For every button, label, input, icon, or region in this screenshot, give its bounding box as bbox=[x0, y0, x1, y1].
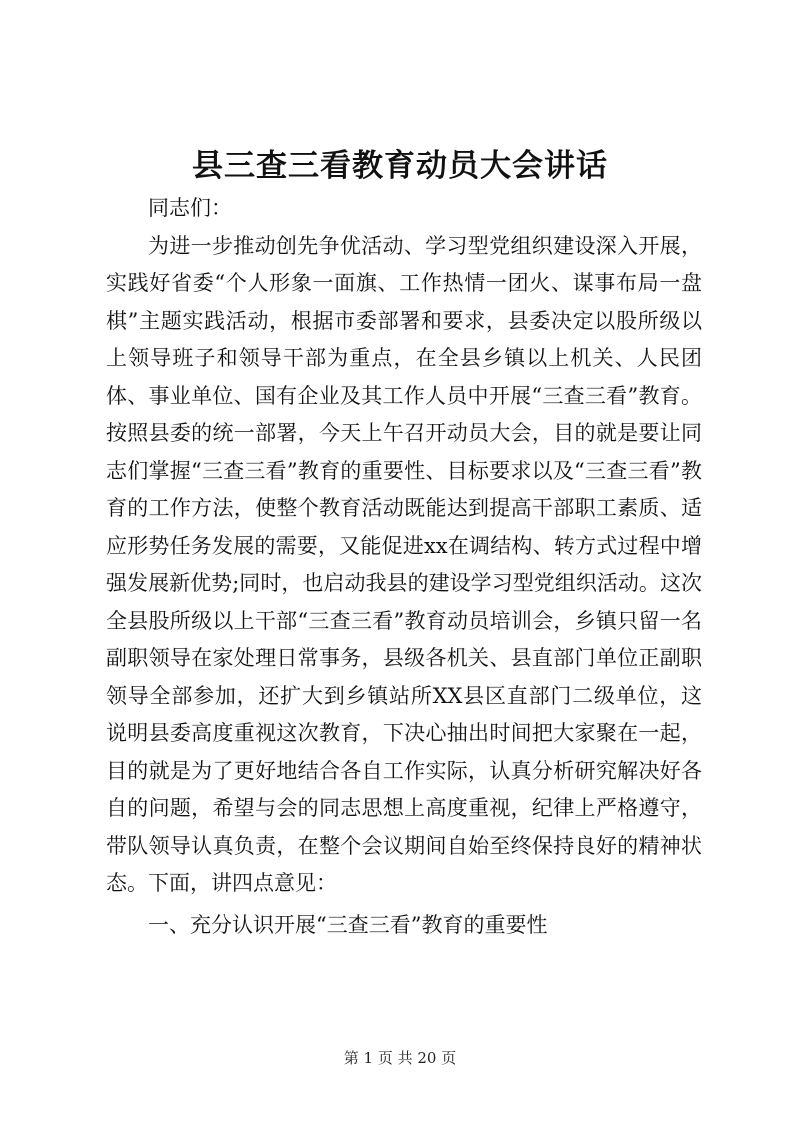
document-title: 县三查三看教育动员大会讲话 bbox=[192, 148, 608, 184]
salutation: 同志们： bbox=[148, 196, 232, 220]
page-number-footer: 第 1 页 共 20 页 bbox=[343, 1049, 457, 1067]
body-paragraph: 为进一步推动创先争优活动、学习型党组织建设深入开展，实践好省委“个人形象一面旗、工作热情一团火、谋事布局一盘棋”主题实践活动，根据市委部署和要求，县委决定以股所级以上领导班子和领导干部为重点，在全县乡镇以上机关、人民团体、事业单位、国有企业及其工作人员中开展“三查三看”教育。按照县委的统一部署，今天上午召开动员大会，目的就是要让同志们掌握“三查三看”教育的重要性、目标要求以及“三查三看”教育的工作方法，使整个教育活动既能达到提高干部职工素质、适应形势任务发展的需要，又能促进xx在调结构、转方式过程中增强发展新优势;同时，也启动我县的建设学习型党组织活动。这次全县股所级以上干部“三查三看”教育动员培训会，乡镇只留一名副职领导在家处理日常事务，县级各机关、县直部门单位正副职领导全部参加，还扩大到乡镇站所XX县区直部门二级单位，这说明县委高度重视这次教育，下决心抽出时间把大家聚在一起，目的就是为了更好地结合各自工作实际，认真分析研究解决好各自的问题，希望与会的同志思想上高度重视，纪律上严格遵守，带队领导认真负责，在整个会议期间自始至终保持良好的精神状态。下面，讲四点意见： bbox=[106, 233, 702, 895]
section-heading: 一、充分认识开展“三查三看”教育的重要性 bbox=[148, 912, 548, 937]
document-body bbox=[106, 190, 702, 944]
